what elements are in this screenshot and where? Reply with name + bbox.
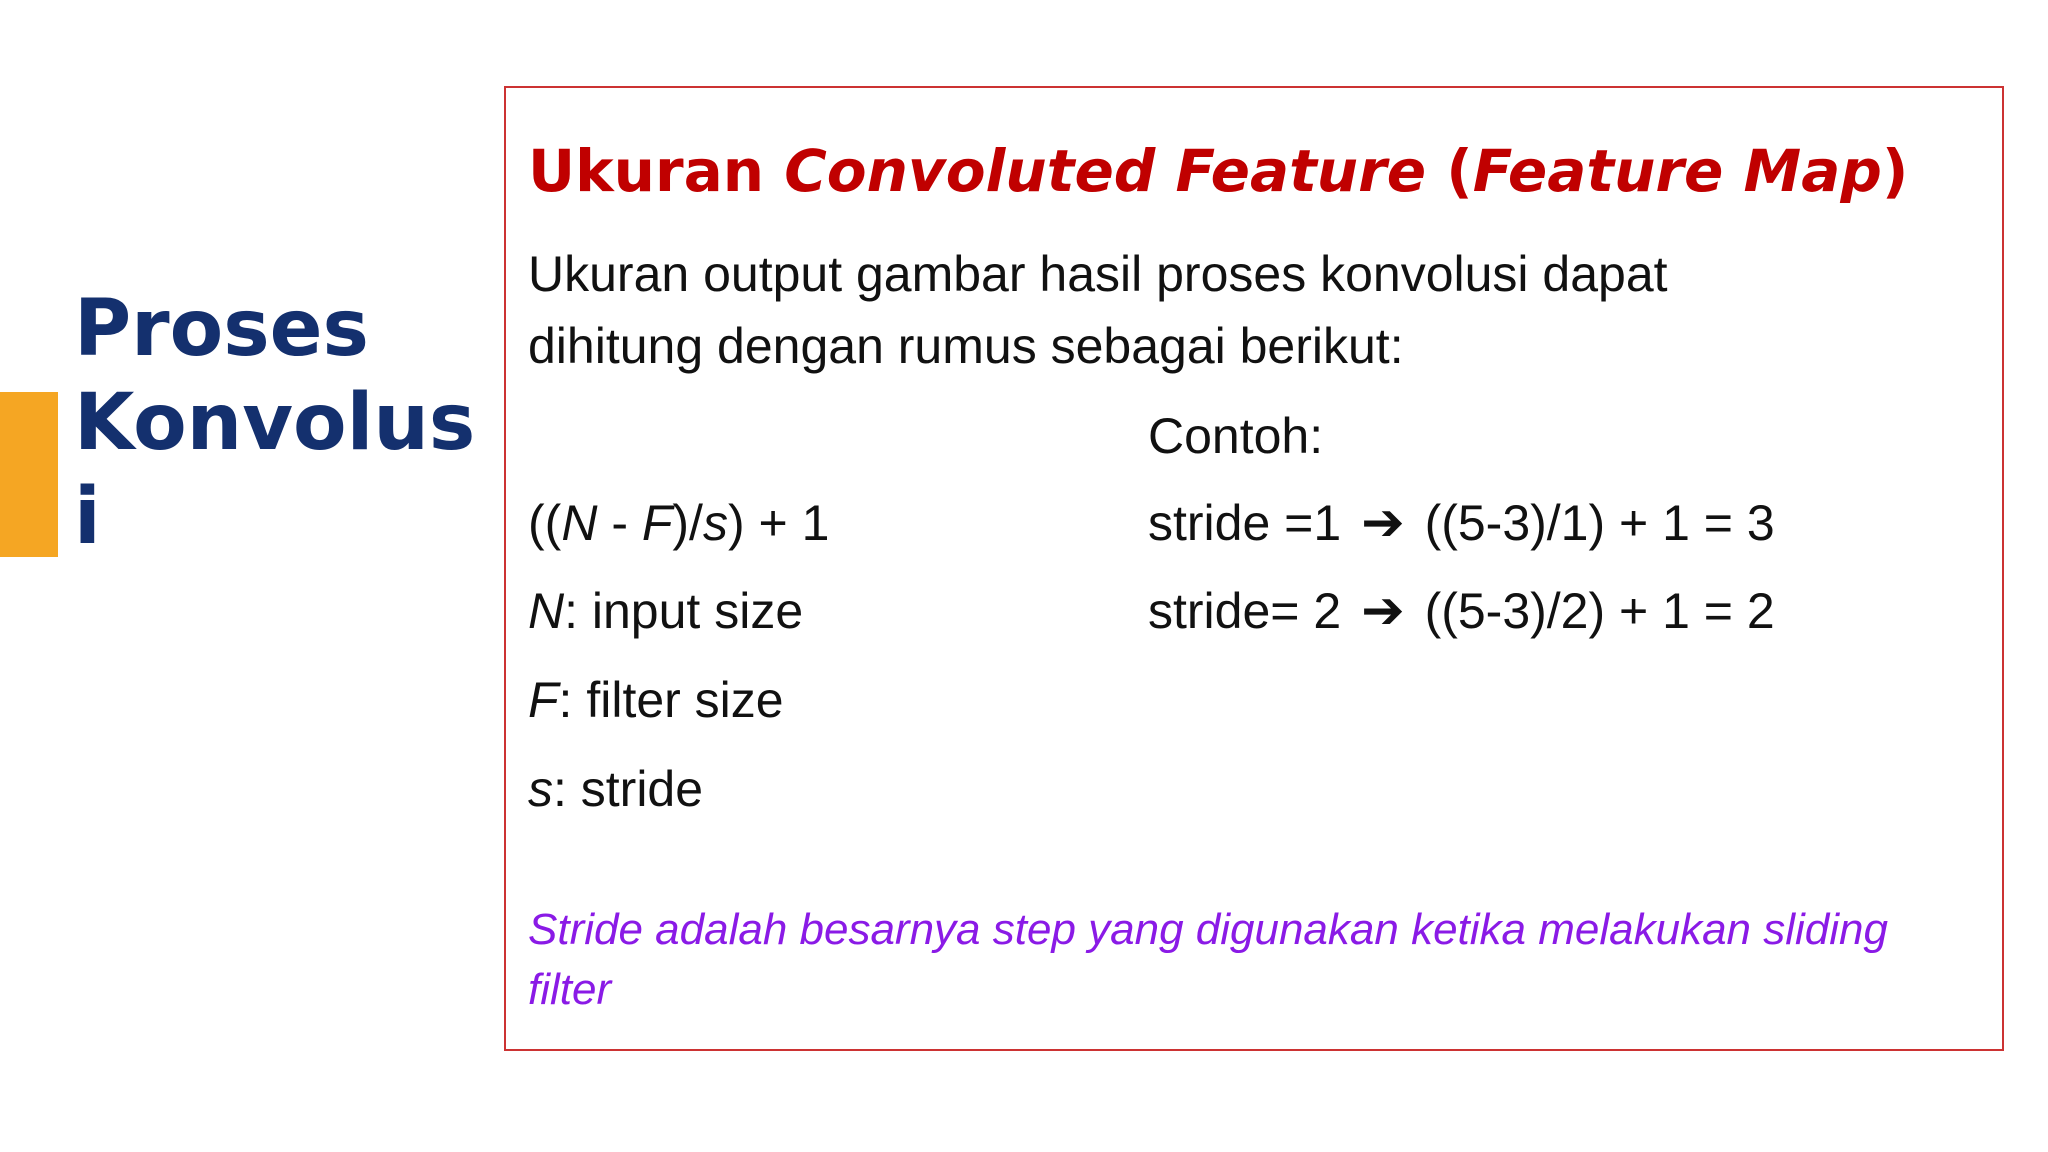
slide-title-line-2: Konvolus bbox=[74, 378, 476, 468]
definition-n-text: : input size bbox=[564, 583, 804, 639]
formula-s: s bbox=[702, 495, 728, 551]
example-row-1-right: ((5-3)/1) + 1 = 3 bbox=[1424, 495, 1775, 551]
example-row-2 bbox=[1148, 581, 1775, 641]
formula-div: )/ bbox=[672, 495, 703, 551]
intro-line-2: dihitung dengan rumus sebagai berikut: bbox=[528, 318, 1404, 374]
definition-s-symbol: s bbox=[528, 761, 553, 817]
heading-part-3: ( bbox=[1426, 137, 1473, 205]
stride-note-line-1: Stride adalah besarnya step yang digunakan ketika melakukan sliding bbox=[528, 905, 1888, 954]
content-box bbox=[504, 86, 2004, 1051]
slide-title-line-3: i bbox=[74, 472, 101, 562]
formula-minus: - bbox=[597, 495, 642, 551]
slide-title-line-1: Proses bbox=[74, 284, 369, 374]
definition-n-symbol: N bbox=[528, 583, 565, 639]
example-row-2-left: stride= 2 bbox=[1148, 583, 1342, 639]
formula-f: F bbox=[641, 495, 673, 551]
definition-f-symbol: F bbox=[528, 672, 559, 728]
example-row-1 bbox=[1148, 493, 1775, 553]
heading-part-4: Feature Map bbox=[1472, 137, 1882, 205]
heading-part-1: Ukuran bbox=[528, 137, 785, 205]
box-heading bbox=[528, 136, 1908, 206]
heading-part-5: ) bbox=[1881, 137, 1909, 205]
formula-open: (( bbox=[528, 495, 562, 551]
arrow-right-icon: ➔ bbox=[1361, 494, 1405, 552]
intro-line-1: Ukuran output gambar hasil proses konvolusi dapat bbox=[528, 246, 1668, 302]
accent-bar bbox=[0, 392, 58, 557]
example-label: Contoh: bbox=[1148, 408, 1324, 464]
formula-n: N bbox=[561, 495, 598, 551]
formula-close: ) + 1 bbox=[727, 495, 830, 551]
stride-note bbox=[528, 900, 1998, 1020]
arrow-right-icon: ➔ bbox=[1361, 582, 1405, 640]
stride-note-line-2: filter bbox=[528, 965, 612, 1014]
definition-s bbox=[528, 759, 703, 819]
slide-title bbox=[74, 282, 474, 564]
definition-s-text: : stride bbox=[553, 761, 704, 817]
example-row-1-left: stride =1 bbox=[1148, 495, 1342, 551]
definition-n bbox=[528, 581, 803, 641]
definition-f bbox=[528, 670, 784, 730]
definition-f-text: : filter size bbox=[558, 672, 784, 728]
example-row-2-right: ((5-3)/2) + 1 = 2 bbox=[1424, 583, 1775, 639]
formula bbox=[528, 493, 829, 553]
intro-text bbox=[528, 238, 1928, 382]
heading-part-2: Convoluted Feature bbox=[784, 137, 1427, 205]
